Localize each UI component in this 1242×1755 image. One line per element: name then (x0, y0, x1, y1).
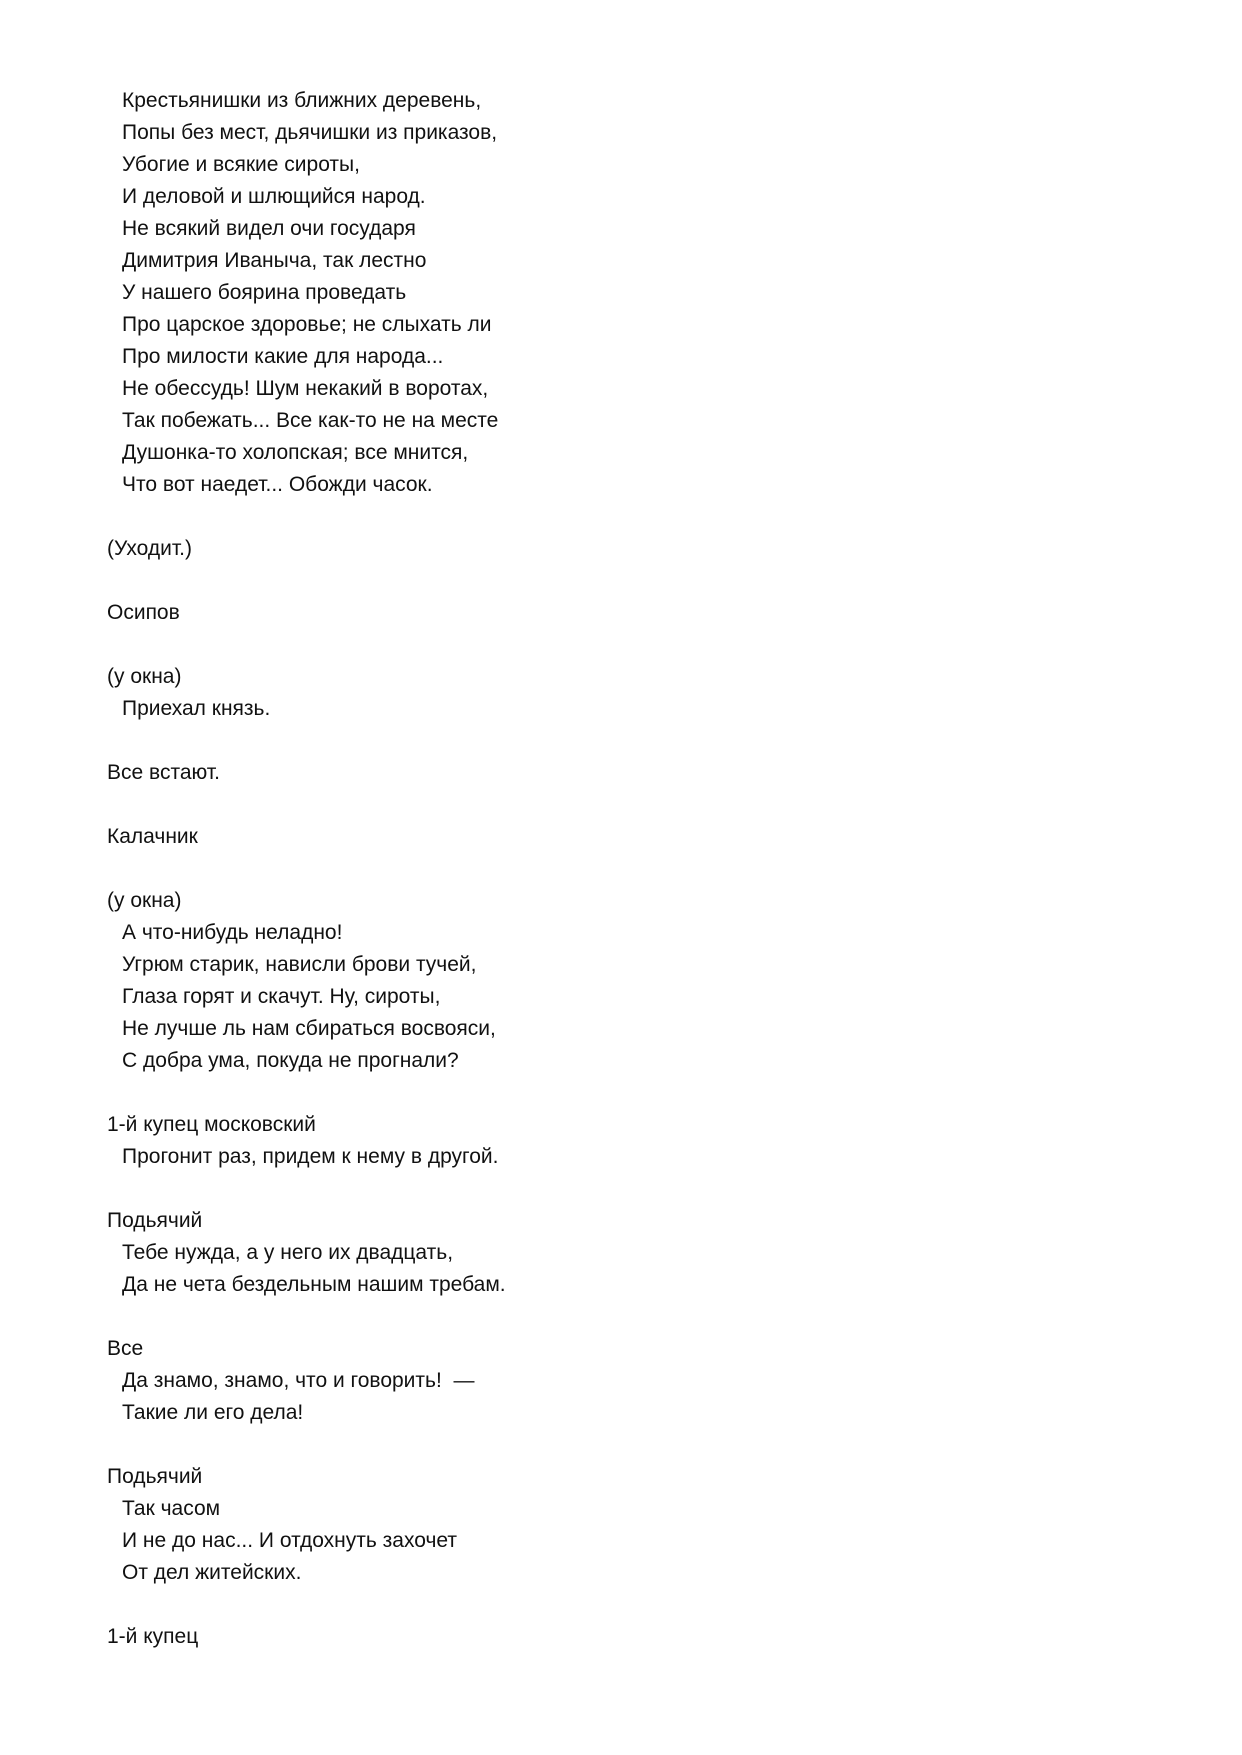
verse-line: Угрюм старик, нависли брови тучей, (122, 953, 477, 976)
verse-line: Приехал князь. (122, 697, 271, 720)
blank-line (107, 1077, 1107, 1109)
speaker-name: Осипов (107, 601, 180, 624)
speaker-name: Все (107, 1337, 144, 1360)
stage-direction: Все встают. (107, 761, 220, 784)
blank-line (107, 1173, 1107, 1205)
verse-line: Так часом (122, 1497, 221, 1520)
blank-line (107, 1301, 1107, 1333)
verse-line: Димитрия Иваныча, так лестно (122, 249, 427, 272)
verse-line: Про царское здоровье; не слыхать ли (122, 313, 492, 336)
blank-line (107, 853, 1107, 885)
verse-line: Глаза горят и скачут. Ну, сироты, (122, 985, 441, 1008)
speaker-name: Подьячий (107, 1209, 203, 1232)
stage-direction: (у окна) (107, 889, 182, 912)
blank-line (107, 501, 1107, 533)
blank-line (107, 789, 1107, 821)
blank-line (107, 725, 1107, 757)
verse-line: И не до нас... И отдохнуть захочет (122, 1529, 458, 1552)
stage-direction: (у окна) (107, 665, 182, 688)
verse-line: Да знамо, знамо, что и говорить! — (122, 1369, 475, 1392)
verse-line: Что вот наедет... Обожди часок. (122, 473, 433, 496)
verse-line: Не обессудь! Шум некакий в воротах, (122, 377, 489, 400)
verse-line: Так побежать... Все как-то не на месте (122, 409, 499, 432)
verse-line: Крестьянишки из ближних деревень, (122, 89, 482, 112)
verse-line: Прогонит раз, придем к нему в другой. (122, 1145, 499, 1168)
verse-line: Душонка-то холопская; все мнится, (122, 441, 469, 464)
verse-line: С добра ума, покуда не прогнали? (122, 1049, 459, 1072)
speaker-name: Калачник (107, 825, 198, 848)
verse-line: Не лучше ль нам сбираться восвояси, (122, 1017, 496, 1040)
verse-line: Про милости какие для народа... (122, 345, 444, 368)
blank-line (107, 565, 1107, 597)
stage-direction: (Уходит.) (107, 537, 192, 560)
speaker-name: Подьячий (107, 1465, 203, 1488)
verse-line: Да не чета бездельным нашим требам. (122, 1273, 506, 1296)
verse-line: Попы без мест, дьячишки из приказов, (122, 121, 498, 144)
speaker-name: 1-й купец (107, 1625, 199, 1648)
verse-line: Не всякий видел очи государя (122, 217, 416, 240)
verse-line: Убогие и всякие сироты, (122, 153, 360, 176)
blank-line (107, 629, 1107, 661)
play-text (107, 85, 1107, 1653)
blank-line (107, 1429, 1107, 1461)
verse-line: И деловой и шлющийся народ. (122, 185, 426, 208)
verse-line: А что-нибудь неладно! (122, 921, 343, 944)
verse-line: У нашего боярина проведать (122, 281, 407, 304)
blank-line (107, 1589, 1107, 1621)
verse-line: От дел житейских. (122, 1561, 302, 1584)
verse-line: Такие ли его дела! (122, 1401, 304, 1424)
speaker-name: 1-й купец московский (107, 1113, 316, 1136)
verse-line: Тебе нужда, а у него их двадцать, (122, 1241, 454, 1264)
